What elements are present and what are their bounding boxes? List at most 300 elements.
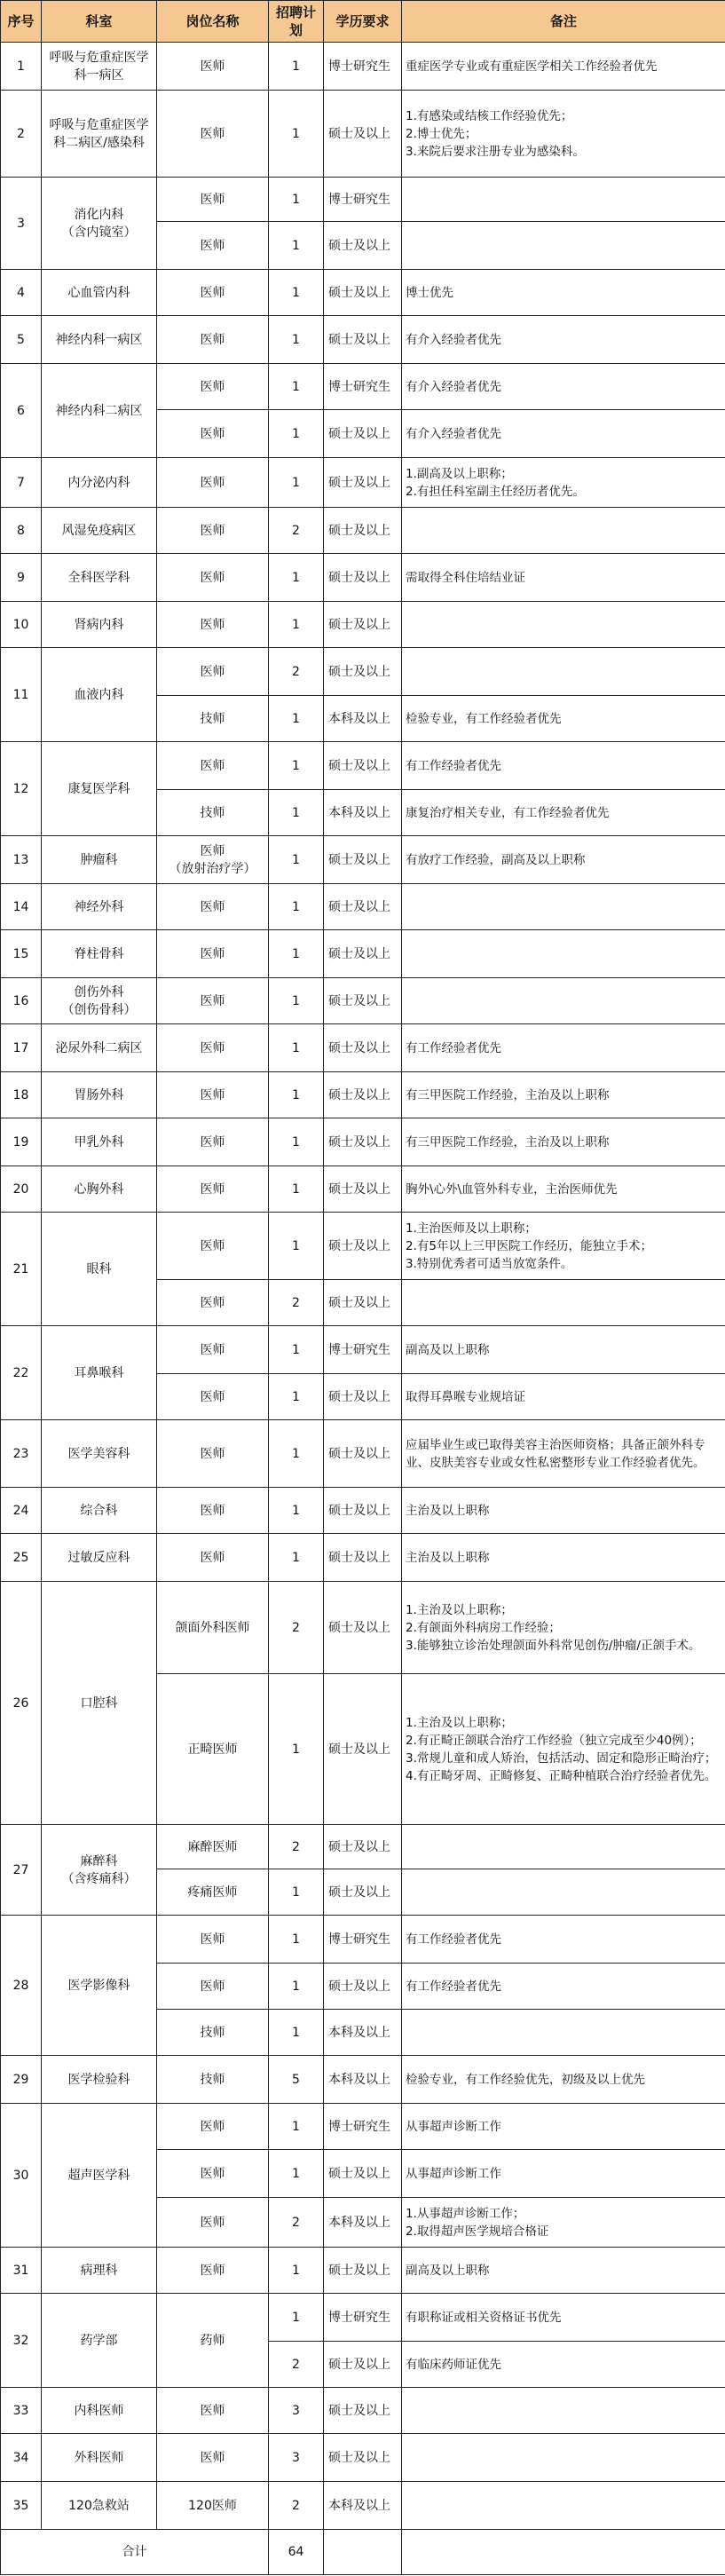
department-cell: 外科医师: [42, 2434, 157, 2482]
position-cell: 医师: [157, 554, 269, 602]
education-cell: 硕士及以上: [324, 602, 402, 648]
header-education: 学历要求: [324, 1, 402, 43]
department-cell: 血液内科: [42, 648, 157, 742]
education-cell: 硕士及以上: [324, 1374, 402, 1420]
remarks-cell: 1.主治医师及以上职称； 2.有5年以上三甲医院工作经历，能独立手术； 3.特别优秀者可适当放宽条件。: [402, 1213, 725, 1280]
position-cell: 医师: [157, 410, 269, 458]
quota-cell: 1: [269, 554, 324, 602]
table-row: [1, 43, 725, 91]
education-cell: 博士研究生: [324, 1916, 402, 1964]
table-row: [1, 648, 725, 696]
table-row: [1, 91, 725, 178]
position-cell: 医师: [157, 1326, 269, 1374]
table-row: [1, 316, 725, 364]
position-cell: 医师: [157, 1166, 269, 1213]
remarks-cell: 从事超声诊断工作: [402, 2104, 725, 2150]
remarks-cell: 需取得全科住培结业证: [402, 554, 725, 602]
position-cell: 药师: [157, 2294, 269, 2388]
department-cell: 泌尿外科二病区: [42, 1024, 157, 1072]
education-cell: 硕士及以上: [324, 1674, 402, 1825]
remarks-cell: [402, 602, 725, 648]
remarks-cell: 有介入经验者优先: [402, 364, 725, 410]
quota-cell: 1: [269, 1118, 324, 1166]
department-cell: 神经外科: [42, 884, 157, 930]
quota-cell: 2: [269, 1280, 324, 1326]
remarks-cell: [402, 1825, 725, 1869]
quota-cell: 1: [269, 930, 324, 978]
department-cell: 肿瘤科: [42, 836, 157, 884]
department-cell: 内科医师: [42, 2388, 157, 2434]
table-row: [1, 178, 725, 222]
remarks-cell: [402, 2388, 725, 2434]
remarks-cell: [402, 178, 725, 222]
position-cell: 医师: [157, 316, 269, 364]
education-cell: 硕士及以上: [324, 1166, 402, 1213]
remarks-cell: 博士优先: [402, 270, 725, 316]
table-row: [1, 2388, 725, 2434]
total-row: [1, 2530, 725, 2575]
department-cell: 过敏反应科: [42, 1534, 157, 1582]
quota-cell: 2: [269, 1825, 324, 1869]
quota-cell: 2: [269, 2198, 324, 2248]
quota-cell: 3: [269, 2388, 324, 2434]
education-cell: 硕士及以上: [324, 2434, 402, 2482]
education-cell: 本科及以上: [324, 696, 402, 742]
quota-cell: 1: [269, 884, 324, 930]
serial-cell: 5: [1, 316, 42, 364]
table-row: [1, 554, 725, 602]
education-cell: 博士研究生: [324, 1326, 402, 1374]
quota-cell: 2: [269, 2342, 324, 2388]
department-cell: 心血管内科: [42, 270, 157, 316]
table-row: [1, 1916, 725, 1964]
serial-cell: 11: [1, 648, 42, 742]
table-row: [1, 742, 725, 790]
education-cell: 本科及以上: [324, 2198, 402, 2248]
education-cell: 硕士及以上: [324, 1964, 402, 2010]
serial-cell: 18: [1, 1072, 42, 1118]
serial-cell: 21: [1, 1213, 42, 1326]
department-cell: 内分泌内科: [42, 458, 157, 508]
serial-cell: 26: [1, 1582, 42, 1825]
remarks-cell: [402, 2434, 725, 2482]
quota-cell: 1: [269, 2294, 324, 2342]
header-row: [1, 1, 725, 43]
quota-cell: 1: [269, 1488, 324, 1534]
remarks-cell: 检验专业，有工作经验者优先: [402, 696, 725, 742]
remarks-cell: 有工作经验者优先: [402, 1916, 725, 1964]
table-row: [1, 884, 725, 930]
department-cell: 肾病内科: [42, 602, 157, 648]
quota-cell: 1: [269, 602, 324, 648]
table-row: [1, 458, 725, 508]
education-cell: 硕士及以上: [324, 1825, 402, 1869]
education-cell: 硕士及以上: [324, 1118, 402, 1166]
total-value: 64: [269, 2530, 324, 2575]
header-quota: 招聘计划: [269, 1, 324, 43]
quota-cell: 1: [269, 91, 324, 178]
serial-cell: 16: [1, 978, 42, 1024]
quota-cell: 1: [269, 1024, 324, 1072]
table-row: [1, 1072, 725, 1118]
education-cell: 博士研究生: [324, 2294, 402, 2342]
department-cell: 麻醉科 （含疼痛科）: [42, 1825, 157, 1916]
position-cell: 120医师: [157, 2482, 269, 2530]
total-label: 合计: [1, 2530, 269, 2575]
remarks-cell: 有工作经验者优先: [402, 742, 725, 790]
education-cell: 硕士及以上: [324, 1072, 402, 1118]
department-cell: 消化内科 （含内镜室）: [42, 178, 157, 270]
quota-cell: 2: [269, 508, 324, 554]
remarks-cell: [402, 1280, 725, 1326]
quota-cell: 1: [269, 458, 324, 508]
position-cell: 医师: [157, 1280, 269, 1326]
remarks-cell: 有放疗工作经验，副高及以上职称: [402, 836, 725, 884]
quota-cell: 1: [269, 1326, 324, 1374]
quota-cell: 1: [269, 978, 324, 1024]
position-cell: 医师: [157, 2388, 269, 2434]
remarks-cell: 有三甲医院工作经验，主治及以上职称: [402, 1072, 725, 1118]
quota-cell: 1: [269, 222, 324, 270]
position-cell: 医师: [157, 1024, 269, 1072]
quota-cell: 3: [269, 2434, 324, 2482]
position-cell: 医师: [157, 648, 269, 696]
education-cell: 本科及以上: [324, 2010, 402, 2056]
serial-cell: 7: [1, 458, 42, 508]
department-cell: 口腔科: [42, 1582, 157, 1825]
position-cell: 医师: [157, 930, 269, 978]
serial-cell: 19: [1, 1118, 42, 1166]
education-cell: 硕士及以上: [324, 410, 402, 458]
table-row: [1, 508, 725, 554]
department-cell: 神经内科一病区: [42, 316, 157, 364]
education-cell: 硕士及以上: [324, 270, 402, 316]
table-row: [1, 1118, 725, 1166]
department-cell: 医学影像科: [42, 1916, 157, 2056]
department-cell: 医学检验科: [42, 2056, 157, 2104]
serial-cell: 24: [1, 1488, 42, 1534]
department-cell: 创伤外科 （创伤骨科）: [42, 978, 157, 1024]
quota-cell: 1: [269, 2104, 324, 2150]
department-cell: 胃肠外科: [42, 1072, 157, 1118]
position-cell: 医师: [157, 1374, 269, 1420]
position-cell: 医师: [157, 178, 269, 222]
table-row: [1, 1582, 725, 1674]
remarks-cell: 取得耳鼻喉专业规培证: [402, 1374, 725, 1420]
department-cell: 神经内科二病区: [42, 364, 157, 458]
serial-cell: 15: [1, 930, 42, 978]
table-row: [1, 1024, 725, 1072]
table-row: [1, 602, 725, 648]
serial-cell: 4: [1, 270, 42, 316]
remarks-cell: [402, 1869, 725, 1916]
education-cell: 硕士及以上: [324, 1280, 402, 1326]
department-cell: 综合科: [42, 1488, 157, 1534]
serial-cell: 29: [1, 2056, 42, 2104]
education-cell: 硕士及以上: [324, 930, 402, 978]
table-row: [1, 930, 725, 978]
education-cell: 硕士及以上: [324, 1869, 402, 1916]
remarks-cell: 有临床药师证优先: [402, 2342, 725, 2388]
position-cell: 技师: [157, 790, 269, 836]
serial-cell: 30: [1, 2104, 42, 2248]
quota-cell: 1: [269, 410, 324, 458]
serial-cell: 23: [1, 1420, 42, 1488]
remarks-cell: 有工作经验者优先: [402, 1024, 725, 1072]
education-cell: 硕士及以上: [324, 2150, 402, 2198]
serial-cell: 31: [1, 2248, 42, 2294]
education-cell: 本科及以上: [324, 2056, 402, 2104]
education-cell: 博士研究生: [324, 178, 402, 222]
quota-cell: 1: [269, 1166, 324, 1213]
quota-cell: 1: [269, 2150, 324, 2198]
table-row: [1, 978, 725, 1024]
quota-cell: 1: [269, 2010, 324, 2056]
position-cell: 医师: [157, 602, 269, 648]
position-cell: 医师: [157, 2104, 269, 2150]
header-position: 岗位名称: [157, 1, 269, 43]
serial-cell: 28: [1, 1916, 42, 2056]
remarks-cell: 应届毕业生或已取得美容主治医师资格；具备正颌外科专业、皮肤美容专业或女性私密整形专业工作经验者优先。: [402, 1420, 725, 1488]
department-cell: 风湿免疫病区: [42, 508, 157, 554]
serial-cell: 1: [1, 43, 42, 91]
remarks-cell: 副高及以上职称: [402, 2248, 725, 2294]
quota-cell: 1: [269, 316, 324, 364]
table-row: [1, 2056, 725, 2104]
remarks-cell: 1.主治及以上职称； 2.有颌面外科病房工作经验； 3.能够独立诊治处理颌面外科常见创伤/肿瘤/正颌手术。: [402, 1582, 725, 1674]
serial-cell: 9: [1, 554, 42, 602]
remarks-cell: [402, 2010, 725, 2056]
education-cell: 硕士及以上: [324, 836, 402, 884]
remarks-cell: 胸外\心外\血管外科专业，主治医师优先: [402, 1166, 725, 1213]
remarks-cell: 有介入经验者优先: [402, 410, 725, 458]
position-cell: 正畸医师: [157, 1674, 269, 1825]
position-cell: 麻醉医师: [157, 1825, 269, 1869]
department-cell: 心胸外科: [42, 1166, 157, 1213]
position-cell: 医师: [157, 43, 269, 91]
position-cell: 医师: [157, 1118, 269, 1166]
remarks-cell: 副高及以上职称: [402, 1326, 725, 1374]
position-cell: 技师: [157, 2010, 269, 2056]
remarks-cell: 康复治疗相关专业，有工作经验者优先: [402, 790, 725, 836]
quota-cell: 1: [269, 790, 324, 836]
education-cell: 本科及以上: [324, 790, 402, 836]
position-cell: 技师: [157, 2056, 269, 2104]
position-cell: 医师: [157, 364, 269, 410]
department-cell: 脊柱骨科: [42, 930, 157, 978]
quota-cell: 1: [269, 1072, 324, 1118]
education-cell: 博士研究生: [324, 2104, 402, 2150]
education-cell: 硕士及以上: [324, 648, 402, 696]
serial-cell: 14: [1, 884, 42, 930]
header-remarks: 备注: [402, 1, 725, 43]
position-cell: 医师: [157, 2434, 269, 2482]
table-body: [1, 43, 725, 2530]
serial-cell: 13: [1, 836, 42, 884]
education-cell: 硕士及以上: [324, 742, 402, 790]
quota-cell: 1: [269, 696, 324, 742]
remarks-cell: 有介入经验者优先: [402, 316, 725, 364]
department-cell: 耳鼻喉科: [42, 1326, 157, 1420]
department-cell: 康复医学科: [42, 742, 157, 836]
quota-cell: 1: [269, 1213, 324, 1280]
quota-cell: 1: [269, 1869, 324, 1916]
position-cell: 医师: [157, 2198, 269, 2248]
table-row: [1, 2434, 725, 2482]
serial-cell: 2: [1, 91, 42, 178]
serial-cell: 8: [1, 508, 42, 554]
remarks-cell: 1.主治及以上职称； 2.有正畸正颌联合治疗工作经验（独立完成至少40例）； 3.常规儿童和成人矫治，包括活动、固定和隐形正畸治疗； 4.有正畸牙周、正畸修复、正畸种植联合治疗经验者优先。: [402, 1674, 725, 1825]
remarks-cell: 有职称证或相关资格证书优先: [402, 2294, 725, 2342]
remarks-cell: 从事超声诊断工作: [402, 2150, 725, 2198]
position-cell: 医师: [157, 884, 269, 930]
education-cell: 硕士及以上: [324, 2342, 402, 2388]
education-cell: 硕士及以上: [324, 222, 402, 270]
position-cell: 医师: [157, 1488, 269, 1534]
remarks-cell: [402, 648, 725, 696]
position-cell: 医师: [157, 508, 269, 554]
serial-cell: 34: [1, 2434, 42, 2482]
department-cell: 眼科: [42, 1213, 157, 1326]
department-cell: 120急救站: [42, 2482, 157, 2530]
position-cell: 医师: [157, 1072, 269, 1118]
total-empty-remarks: [402, 2530, 725, 2575]
education-cell: 硕士及以上: [324, 1024, 402, 1072]
remarks-cell: [402, 978, 725, 1024]
position-cell: 医师: [157, 742, 269, 790]
quota-cell: 5: [269, 2056, 324, 2104]
position-cell: 医师: [157, 978, 269, 1024]
quota-cell: 1: [269, 1674, 324, 1825]
table-row: [1, 364, 725, 410]
serial-cell: 27: [1, 1825, 42, 1916]
position-cell: 技师: [157, 696, 269, 742]
position-cell: 颌面外科医师: [157, 1582, 269, 1674]
table-row: [1, 2104, 725, 2150]
education-cell: 硕士及以上: [324, 1488, 402, 1534]
serial-cell: 22: [1, 1326, 42, 1420]
remarks-cell: 有工作经验者优先: [402, 1964, 725, 2010]
department-cell: 呼吸与危重症医学科二病区/感染科: [42, 91, 157, 178]
education-cell: 硕士及以上: [324, 884, 402, 930]
table-row: [1, 1534, 725, 1582]
table-row: [1, 836, 725, 884]
table-row: [1, 1488, 725, 1534]
serial-cell: 10: [1, 602, 42, 648]
remarks-cell: 1.从事超声诊断工作； 2.取得超声医学规培合格证: [402, 2198, 725, 2248]
serial-cell: 6: [1, 364, 42, 458]
table-row: [1, 2294, 725, 2342]
position-cell: 医师: [157, 1213, 269, 1280]
position-cell: 医师: [157, 222, 269, 270]
department-cell: 全科医学科: [42, 554, 157, 602]
department-cell: 病理科: [42, 2248, 157, 2294]
remarks-cell: [402, 930, 725, 978]
quota-cell: 1: [269, 1534, 324, 1582]
serial-cell: 17: [1, 1024, 42, 1072]
education-cell: 硕士及以上: [324, 978, 402, 1024]
quota-cell: 1: [269, 270, 324, 316]
remarks-cell: [402, 884, 725, 930]
quota-cell: 1: [269, 836, 324, 884]
table-row: [1, 1213, 725, 1280]
department-cell: 超声医学科: [42, 2104, 157, 2248]
education-cell: 硕士及以上: [324, 1534, 402, 1582]
position-cell: 医师: [157, 458, 269, 508]
position-cell: 医师: [157, 1420, 269, 1488]
remarks-cell: 检验专业，有工作经验优先，初级及以上优先: [402, 2056, 725, 2104]
position-cell: 医师: [157, 1534, 269, 1582]
quota-cell: 1: [269, 364, 324, 410]
education-cell: 硕士及以上: [324, 554, 402, 602]
remarks-cell: 有三甲医院工作经验，主治及以上职称: [402, 1118, 725, 1166]
table-row: [1, 2482, 725, 2530]
position-cell: 医师: [157, 2248, 269, 2294]
serial-cell: 32: [1, 2294, 42, 2388]
remarks-cell: 1.副高及以上职称； 2.有担任科室副主任经历者优先。: [402, 458, 725, 508]
serial-cell: 3: [1, 178, 42, 270]
remarks-cell: 主治及以上职称: [402, 1534, 725, 1582]
table-row: [1, 1825, 725, 1869]
table-row: [1, 270, 725, 316]
quota-cell: 1: [269, 742, 324, 790]
header-department: 科室: [42, 1, 157, 43]
quota-cell: 2: [269, 1582, 324, 1674]
education-cell: 硕士及以上: [324, 91, 402, 178]
quota-cell: 1: [269, 43, 324, 91]
position-cell: 医师: [157, 270, 269, 316]
quota-cell: 1: [269, 1374, 324, 1420]
serial-cell: 20: [1, 1166, 42, 1213]
remarks-cell: 1.有感染或结核工作经验优先； 2.博士优先； 3.来院后要求注册专业为感染科。: [402, 91, 725, 178]
quota-cell: 2: [269, 2482, 324, 2530]
education-cell: 硕士及以上: [324, 2388, 402, 2434]
remarks-cell: [402, 2482, 725, 2530]
education-cell: 硕士及以上: [324, 2248, 402, 2294]
department-cell: 甲乳外科: [42, 1118, 157, 1166]
education-cell: 硕士及以上: [324, 1582, 402, 1674]
department-cell: 呼吸与危重症医学科一病区: [42, 43, 157, 91]
serial-cell: 35: [1, 2482, 42, 2530]
quota-cell: 2: [269, 648, 324, 696]
department-cell: 医学美容科: [42, 1420, 157, 1488]
quota-cell: 1: [269, 178, 324, 222]
header-serial: 序号: [1, 1, 42, 43]
remarks-cell: [402, 222, 725, 270]
position-cell: 医师: [157, 1916, 269, 1964]
position-cell: 医师: [157, 91, 269, 178]
position-cell: 疼痛医师: [157, 1869, 269, 1916]
serial-cell: 25: [1, 1534, 42, 1582]
position-cell: 医师: [157, 1964, 269, 2010]
table-row: [1, 2248, 725, 2294]
education-cell: 博士研究生: [324, 43, 402, 91]
quota-cell: 1: [269, 1420, 324, 1488]
quota-cell: 1: [269, 2248, 324, 2294]
remarks-cell: [402, 508, 725, 554]
education-cell: 硕士及以上: [324, 458, 402, 508]
remarks-cell: 重症医学专业或有重症医学相关工作经验者优先: [402, 43, 725, 91]
total-empty-education: [324, 2530, 402, 2575]
education-cell: 本科及以上: [324, 2482, 402, 2530]
table-row: [1, 1420, 725, 1488]
position-cell: 医师: [157, 2150, 269, 2198]
department-cell: 药学部: [42, 2294, 157, 2388]
serial-cell: 33: [1, 2388, 42, 2434]
remarks-cell: 主治及以上职称: [402, 1488, 725, 1534]
education-cell: 硕士及以上: [324, 508, 402, 554]
education-cell: 硕士及以上: [324, 316, 402, 364]
